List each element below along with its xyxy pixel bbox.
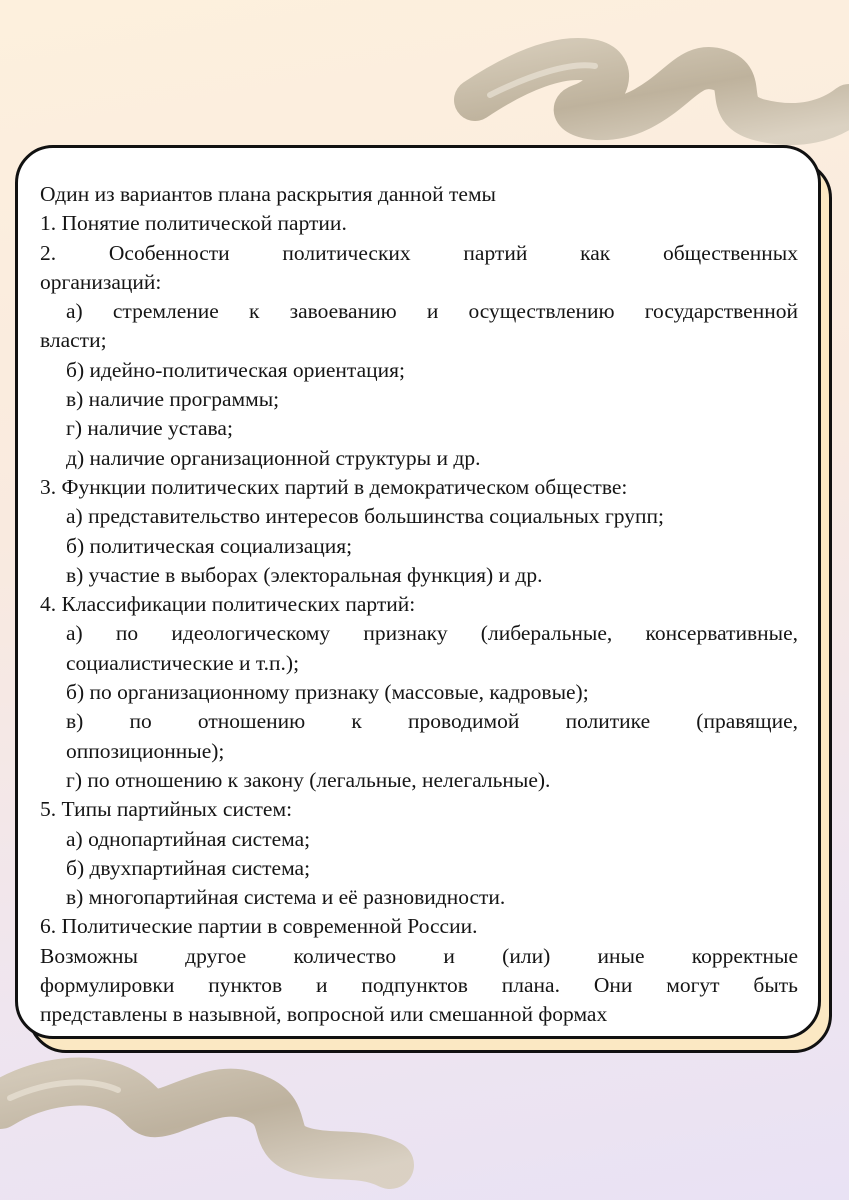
plan-subitem-5a: а) однопартийная система; xyxy=(66,826,311,851)
plan-subitem-2a: а) стремление к завоеванию и осуществлению государственной xyxy=(66,299,798,324)
plan-subitem-4c: в) по отношению к проводимой политике (правящие, xyxy=(66,709,798,734)
plan-item-4: 4. Классификации политических партий: xyxy=(40,592,416,617)
plan-subitem-2e: д) наличие организационной структуры и др. xyxy=(66,445,481,470)
plan-item-6: 6. Политические партии в современной России. xyxy=(40,914,478,939)
plan-item-5: 5. Типы партийных систем: xyxy=(40,797,293,822)
plan-subitem-4a: а) по идеологическому признаку (либеральные, консервативные, xyxy=(66,621,798,646)
plan-item-2: 2. Особенности политических партий как общественных xyxy=(40,240,798,265)
plan-subitem-4c-cont: оппозиционные); xyxy=(66,738,225,763)
intro-line: Один из вариантов плана раскрытия данной темы xyxy=(40,182,497,206)
note-line-1: Возможны другое количество и (или) иные корректные xyxy=(40,943,798,968)
plan-subitem-4a-cont: социалистические и т.п.); xyxy=(66,650,300,675)
plan-subitem-3a: а) представительство интересов большинства социальных групп; xyxy=(66,504,664,529)
plan-subitem-2c: в) наличие программы; xyxy=(66,387,280,412)
plan-subitem-3b: б) политическая социализация; xyxy=(66,533,353,558)
plan-subitem-5c: в) многопартийная система и её разновидности. xyxy=(66,885,506,910)
plan-subitem-3c: в) участие в выборах (электоральная функция) и др. xyxy=(66,562,543,587)
note-line-2: формулировки пунктов и подпунктов плана. Они могут быть xyxy=(40,973,798,998)
plan-subitem-2a-cont: власти; xyxy=(40,328,107,353)
plan-item-1: 1. Понятие политической партии. xyxy=(40,211,347,236)
plan-item-2-cont: организаций: xyxy=(40,269,162,294)
plan-subitem-5b: б) двухпартийная система; xyxy=(66,855,311,880)
plan-subitem-2d: г) наличие устава; xyxy=(66,416,233,441)
plan-text xyxy=(40,180,798,1030)
note-line-3: представлены в назывной, вопросной или смешанной формах xyxy=(40,1002,608,1027)
plan-subitem-4b: б) по организационному признаку (массовые, кадровые); xyxy=(66,680,589,705)
plan-subitem-2b: б) идейно-политическая ориентация; xyxy=(66,357,405,382)
plan-subitem-4d: г) по отношению к закону (легальные, нелегальные). xyxy=(66,767,551,792)
plan-item-3: 3. Функции политических партий в демократическом обществе: xyxy=(40,474,628,499)
